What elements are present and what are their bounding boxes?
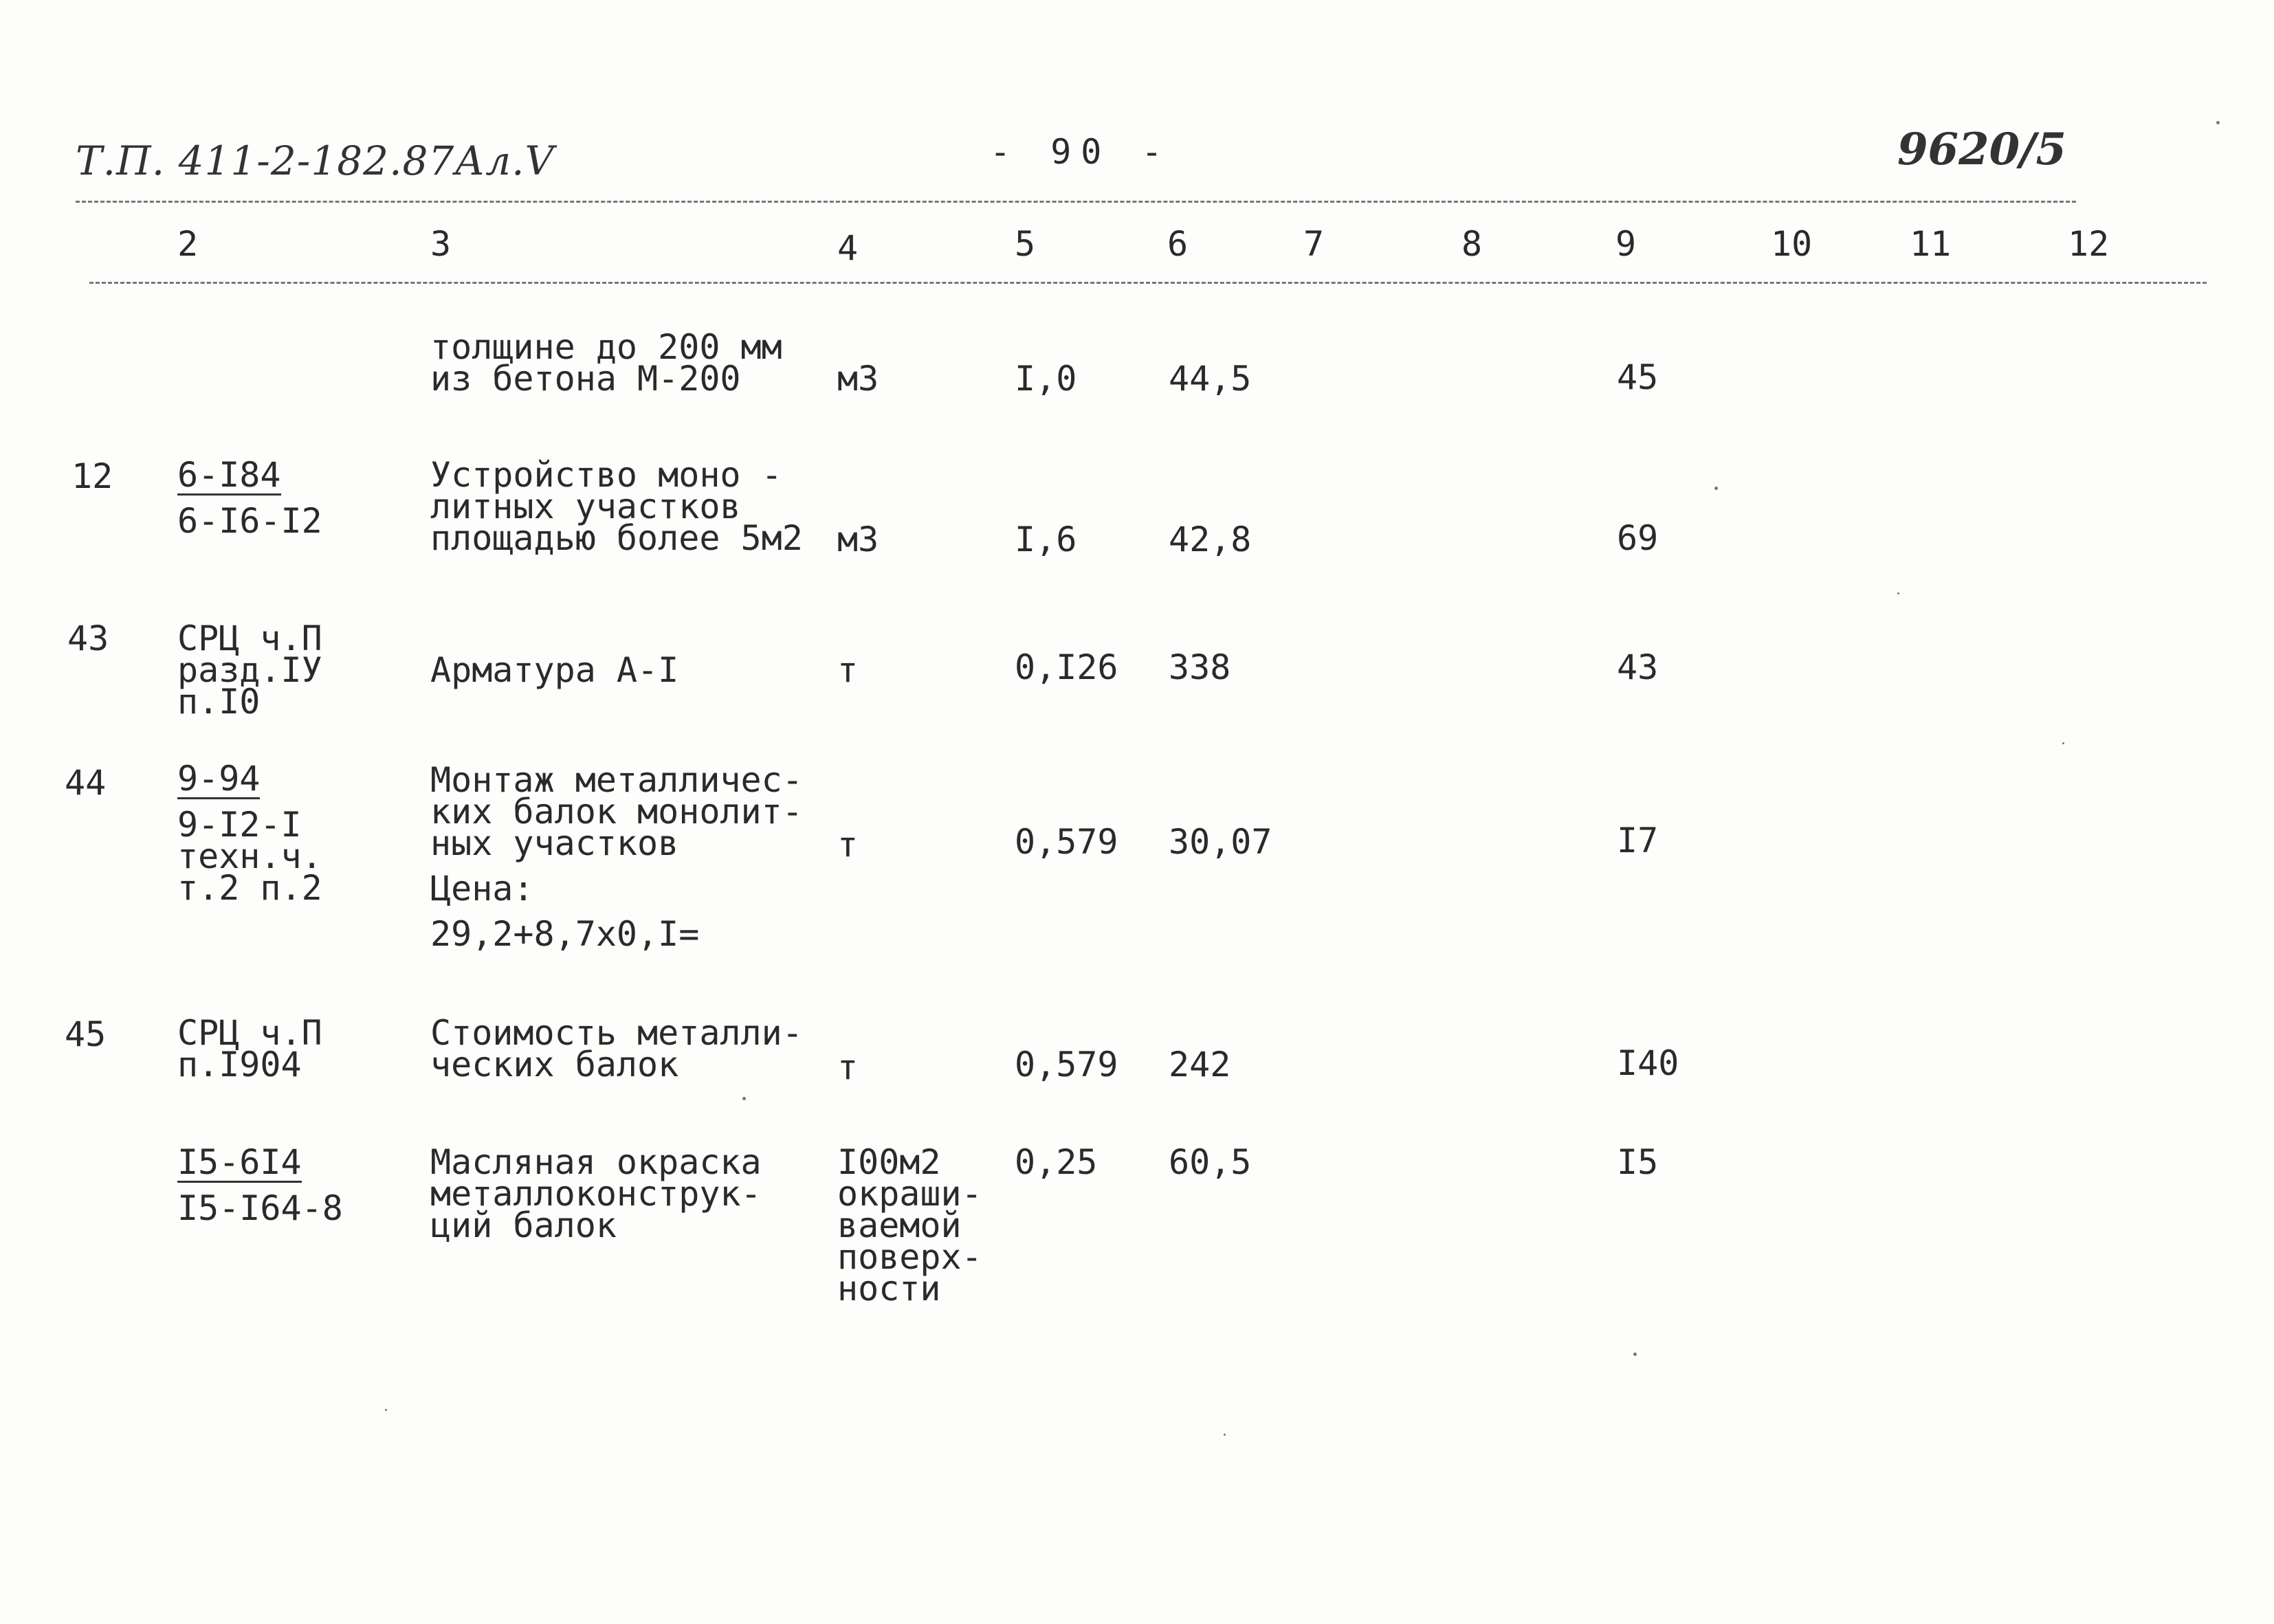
col-num-6: 6 (1167, 224, 1189, 264)
row-4-description: Стоимость металли- ческих балок (430, 1013, 803, 1084)
col-num-10: 10 (1771, 224, 1813, 264)
scan-speck (1714, 487, 1718, 490)
scan-speck (1633, 1353, 1637, 1356)
row-4-unit: т (837, 1047, 859, 1087)
row-3-number: 44 (65, 763, 107, 803)
scan-speck (385, 1409, 387, 1411)
col-num-2: 2 (177, 224, 199, 264)
document-code: Т.П. 411-2-182.87Ал.V (76, 137, 555, 184)
row-4-price: 242 (1169, 1045, 1231, 1084)
row-2-qty: 0,I26 (1015, 647, 1118, 687)
row-1-code: 6-I84 6-I6-I2 (177, 455, 322, 541)
col-num-4: 4 (837, 228, 859, 268)
row-3-price-note: Цена: 29,2+8,7х0,I= (430, 869, 700, 954)
row-3-code: 9-94 9-I2-I техн.ч. т.2 п.2 (177, 759, 322, 908)
row-0-unit: м3 (837, 359, 879, 399)
row-2-price: 338 (1169, 647, 1231, 687)
row-0-description: толщине до 200 мм из бетона М-200 (430, 327, 782, 399)
row-4-total: I40 (1617, 1043, 1679, 1083)
row-5-qty: 0,25 (1015, 1142, 1098, 1182)
scan-speck (742, 1097, 746, 1100)
col-num-11: 11 (1910, 224, 1952, 264)
row-2-total: 43 (1617, 647, 1659, 687)
scan-speck (2216, 121, 2220, 124)
row-2-number: 43 (67, 619, 109, 658)
row-1-qty: I,6 (1015, 520, 1077, 559)
row-4-code: СРЦ ч.П п.I904 (177, 1013, 322, 1084)
row-5-total: I5 (1617, 1142, 1659, 1182)
row-3-description: Монтаж металличес- ких балок монолит- ных участков (430, 760, 803, 863)
row-2-unit: т (837, 650, 859, 690)
row-5-description: Масляная окраска металлоконструк- ций балок (430, 1142, 762, 1245)
row-3-price: 30,07 (1169, 822, 1272, 862)
col-num-8: 8 (1461, 224, 1483, 264)
row-1-description: Устройство моно - литных участков площадью более 5м2 (430, 455, 803, 558)
row-3-unit: т (837, 825, 859, 865)
row-0-qty: I,0 (1015, 359, 1077, 399)
header-rule-bottom (89, 282, 2207, 284)
row-3-qty: 0,579 (1015, 822, 1118, 862)
scan-speck (2062, 742, 2064, 744)
col-num-12: 12 (2068, 224, 2110, 264)
col-num-3: 3 (430, 224, 452, 264)
row-0-price: 44,5 (1169, 359, 1252, 399)
row-1-unit: м3 (837, 520, 879, 559)
row-2-description: Арматура А-I (430, 650, 679, 690)
scan-speck (1224, 1434, 1226, 1436)
row-1-number: 12 (71, 456, 113, 496)
sheet-reference: 9620/5 (1897, 124, 2067, 175)
col-num-7: 7 (1303, 224, 1325, 264)
col-num-5: 5 (1015, 224, 1036, 264)
row-4-number: 45 (65, 1014, 107, 1054)
header-rule-top (76, 201, 2076, 203)
row-2-code: СРЦ ч.П разд.IУ п.I0 (177, 619, 322, 722)
row-4-qty: 0,579 (1015, 1045, 1118, 1084)
scan-speck (1897, 592, 1899, 594)
row-5-code: I5-6I4 I5-I64-8 (177, 1142, 343, 1228)
row-5-price: 60,5 (1169, 1142, 1252, 1182)
col-num-9: 9 (1615, 224, 1637, 264)
row-1-total: 69 (1617, 518, 1659, 558)
row-3-total: I7 (1617, 821, 1659, 860)
row-1-price: 42,8 (1169, 520, 1252, 559)
page-number: - 90 - (990, 132, 1172, 172)
row-0-total: 45 (1617, 357, 1659, 397)
row-5-unit: I00м2 окраши- ваемой поверх- ности (837, 1142, 982, 1309)
